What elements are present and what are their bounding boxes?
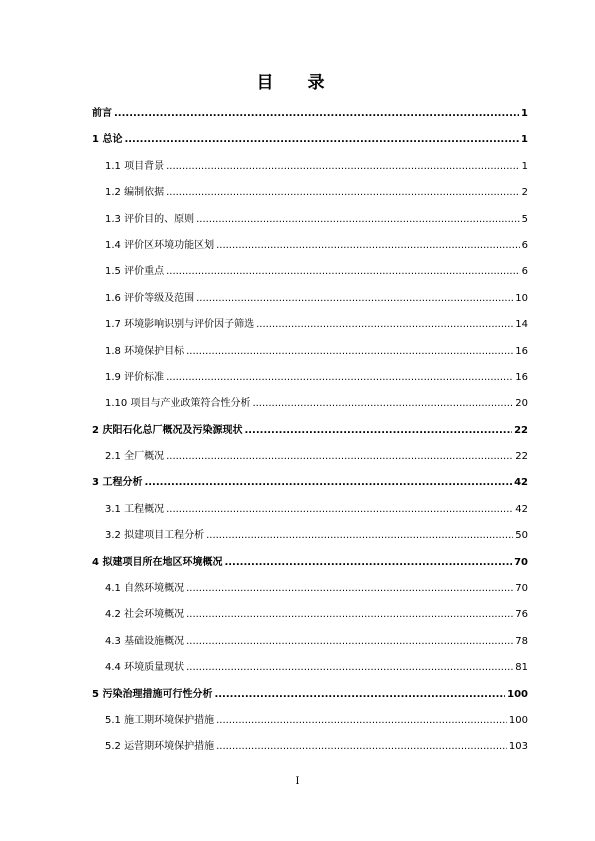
toc-leader-dots — [166, 187, 520, 198]
toc-entry-page: 78 — [515, 635, 528, 647]
toc-entry-4-4[interactable] — [92, 658, 528, 684]
toc-leader-dots — [186, 609, 513, 620]
toc-leader-dots — [186, 346, 513, 357]
toc-entry-label: 4.3 基础设施概况 — [105, 635, 185, 647]
toc-entry-page: 100 — [507, 688, 528, 700]
toc-leader-dots — [166, 372, 513, 383]
toc-entry-label: 5.1 施工期环境保护措施 — [105, 714, 215, 726]
toc-leader-dots — [206, 530, 513, 541]
toc-entry-label: 2 庆阳石化总厂概况及污染源现状 — [92, 424, 243, 436]
toc-entry-preface[interactable] — [92, 104, 528, 130]
toc-leader-dots — [144, 477, 512, 488]
toc-title: 目 录 — [256, 73, 339, 93]
toc-entry-page: 42 — [515, 503, 528, 515]
toc-entry-page: 42 — [514, 477, 528, 489]
toc-entry-label: 3 工程分析 — [92, 477, 143, 489]
toc-entry-label: 1.6 评价等级及范围 — [105, 292, 195, 304]
toc-entry-chapter-1[interactable] — [92, 130, 528, 156]
toc-leader-dots — [114, 108, 519, 119]
toc-entry-page: 22 — [514, 424, 528, 436]
toc-leader-dots — [252, 398, 513, 409]
toc-entry-label: 4.1 自然环境概况 — [105, 583, 185, 595]
toc-entry-3-1[interactable] — [92, 500, 528, 526]
toc-entry-label: 1.4 评价区环境功能区划 — [105, 239, 215, 251]
toc-entry-chapter-5[interactable] — [92, 685, 528, 711]
toc-entry-1-7[interactable] — [92, 315, 528, 341]
toc-entry-page: 76 — [515, 609, 528, 621]
toc-entry-chapter-2[interactable] — [92, 421, 528, 447]
toc-leader-dots — [216, 240, 520, 251]
toc-entry-5-1[interactable] — [92, 711, 528, 737]
toc-entry-label: 2.1 全厂概况 — [105, 451, 165, 463]
toc-leader-dots — [224, 557, 512, 568]
toc-entry-page: 100 — [508, 714, 528, 726]
toc-entry-label: 4.2 社会环境概况 — [105, 609, 185, 621]
toc-entry-label: 1.9 评价标准 — [105, 371, 165, 383]
toc-entry-page: 1 — [521, 160, 528, 172]
toc-entry-label: 1.8 环境保护目标 — [105, 345, 185, 357]
toc-entry-4-3[interactable] — [92, 632, 528, 658]
toc-entry-1-1[interactable] — [92, 157, 528, 183]
toc-entry-1-2[interactable] — [92, 183, 528, 209]
toc-leader-dots — [196, 293, 513, 304]
toc-entry-1-8[interactable] — [92, 342, 528, 368]
toc-entry-label: 前言 — [92, 108, 112, 119]
toc-entry-4-2[interactable] — [92, 605, 528, 631]
toc-leader-dots — [186, 583, 513, 594]
toc-entry-page: 103 — [508, 741, 528, 753]
toc-entry-label: 4.4 环境质量现状 — [105, 662, 185, 674]
toc-entry-label: 1.3 评价目的、原则 — [105, 213, 195, 225]
toc-entry-page: 20 — [515, 398, 528, 410]
toc-entry-page: 22 — [515, 451, 528, 463]
toc-leader-dots — [196, 214, 520, 225]
toc-entry-1-6[interactable] — [92, 289, 528, 315]
toc-entry-page: 14 — [515, 319, 528, 331]
toc-leader-dots — [244, 425, 512, 436]
page-number: I — [295, 776, 300, 787]
toc-leader-dots — [166, 266, 520, 277]
toc-entry-4-1[interactable] — [92, 579, 528, 605]
toc-entry-label: 4 拟建项目所在地区环境概况 — [92, 556, 223, 568]
toc-entry-label: 3.1 工程概况 — [105, 503, 165, 515]
toc-leader-dots — [166, 161, 520, 172]
toc-leader-dots — [166, 451, 513, 462]
toc-entry-page: 5 — [521, 213, 528, 225]
toc-entry-5-2[interactable] — [92, 737, 528, 763]
toc-entry-label: 1.10 项目与产业政策符合性分析 — [105, 398, 251, 410]
toc-entry-1-3[interactable] — [92, 210, 528, 236]
toc-entry-1-4[interactable] — [92, 236, 528, 262]
toc-entry-label: 1.5 评价重点 — [105, 266, 165, 278]
toc-leader-dots — [186, 636, 513, 647]
toc-entry-page: 50 — [515, 530, 528, 542]
toc-entry-page: 70 — [515, 583, 528, 595]
toc-entry-label: 1.7 环境影响识别与评价因子筛选 — [105, 319, 255, 331]
toc-entry-page: 1 — [521, 134, 528, 146]
toc-entry-3-2[interactable] — [92, 526, 528, 552]
toc-leader-dots — [256, 319, 513, 330]
toc-entry-label: 5.2 运营期环境保护措施 — [105, 741, 215, 753]
toc-entry-page: 2 — [521, 187, 528, 199]
toc-entry-chapter-4[interactable] — [92, 553, 528, 579]
table-of-contents — [92, 104, 528, 764]
toc-entry-1-10[interactable] — [92, 394, 528, 420]
toc-entry-page: 16 — [515, 345, 528, 357]
toc-entry-1-5[interactable] — [92, 262, 528, 288]
toc-leader-dots — [216, 715, 507, 726]
toc-leader-dots — [124, 134, 519, 145]
toc-leader-dots — [216, 741, 507, 752]
toc-leader-dots — [214, 689, 505, 700]
toc-entry-label: 5 污染治理措施可行性分析 — [92, 688, 213, 700]
toc-leader-dots — [186, 662, 513, 673]
toc-entry-page: 1 — [521, 108, 528, 119]
toc-entry-page: 6 — [521, 266, 528, 278]
toc-entry-label: 1.2 编制依据 — [105, 187, 165, 199]
toc-entry-label: 1.1 项目背景 — [105, 160, 165, 172]
toc-entry-page: 6 — [521, 239, 528, 251]
toc-entry-page: 81 — [515, 662, 528, 674]
toc-entry-page: 10 — [515, 292, 528, 304]
toc-entry-1-9[interactable] — [92, 368, 528, 394]
toc-entry-page: 16 — [515, 371, 528, 383]
toc-entry-2-1[interactable] — [92, 447, 528, 473]
toc-entry-page: 70 — [514, 556, 528, 568]
toc-entry-label: 1 总论 — [92, 134, 123, 146]
toc-leader-dots — [166, 504, 513, 515]
toc-entry-chapter-3[interactable] — [92, 473, 528, 499]
toc-entry-label: 3.2 拟建项目工程分析 — [105, 530, 205, 542]
